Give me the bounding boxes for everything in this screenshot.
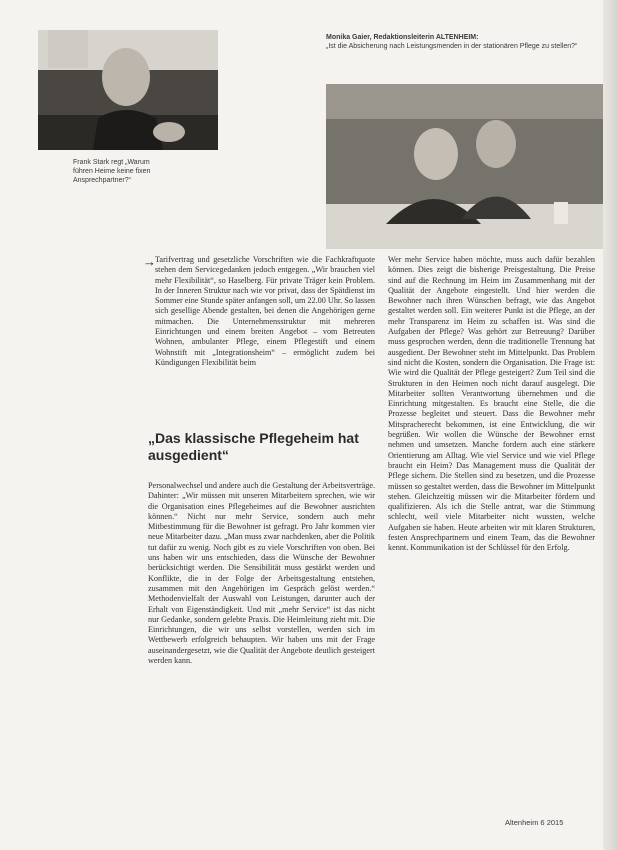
footer-magazine: Altenheim 6 2015 <box>505 818 564 827</box>
photo-speaker-monika <box>326 84 618 249</box>
article-column-left-top <box>155 255 375 368</box>
photo-right-caption <box>326 33 611 51</box>
article-column-left-bottom <box>148 481 375 666</box>
article-text-left-top: Tarifvertrag und gesetzliche Vorschriften wie die Fachkraftquote stehen dem Servicegedanken jedoch entgegen. „Wir brauchen viel mehr Flexibilität“, so Haselberg. Für private Träger kein Problem. In der Inneren Struktur nach wie vor privat, dass der Spätdienst im Sommer eine Stunde später anfangen soll, um 22.00 Uhr. So lassen sich gesellige Abende gestalten, bei denen die Angehörigen gerne mitmachen. Die Unternehmensstruktur mit mehreren Einrichtungen und einem breiten Angebot – vom Betreuten Wohnen, ambulanter Pflege, einem Pflegestift und einem Wohnstift mit „Integrationsheim“ – ermöglicht zudem bei Kündigungen Flexibilität beim <box>155 255 375 367</box>
page-gutter-shadow <box>603 0 618 850</box>
photo-speaker-frank <box>38 30 218 150</box>
article-text-right: Wer mehr Service haben möchte, muss auch dafür bezahlen können. Dies zeigt die bisherige Preisgestaltung. Die Preise sind auf die Rechnung im Heim im Zusammenhang mit der Qualität der Angebote eingestellt. Und hier werden die Bewohner nach ihren Wünschen befragt, wie das Angebot gestaltet werden soll. Ein weiterer Punkt ist die Pflege, an der mehr Transparenz im Heim zu schaffen ist. Was sind die Aufgaben der Pflege? Was gehört zur Betreuung? Darüber muss gesprochen werden, denn die traditionelle Trennung hat ausgedient. Der Bewohner steht im Mittelpunkt. Das Problem sind nicht die Kosten, sondern die Organisation. Die Frage ist: Wie wird die Qualität der Pflege gesteigert? Zum Teil sind die Strukturen in den Heimen noch nicht darauf ausgelegt. Die Mitarbeiter sollten Verantwortung übernehmen und die Einrichtung mitgestalten. Es braucht eine Stelle, die die Prozesse begleitet und steuert. Dass die Bewohner mehr Mitspracherecht bekommen, ist eine Entwicklung, die wir begrüßen. Wir wollen die Wünsche der Bewohner ernst nehmen und umsetzen. Manche fordern auch eine stärkere Orientierung am Alltag. Wie viel Service und wie viel Pflege braucht ein Heim? Das Management muss die Qualität der Pflege sichern. Die Stellen sind zu besetzen, und die Prozesse müssen so gestaltet werden, dass die Bewohner im Mittelpunkt stehen. Gleichzeitig müssen wir die Mitarbeiter fördern und qualifizieren. Als ich die Stelle antrat, war die Stimmung schlecht, weil viele Mitarbeiter nicht wussten, welche Aufgaben sie haben. Heute arbeiten wir mit klaren Strukturen, festen Ansprechpartnern und einem Team, das die Bewohner kennt. Kommunikation ist der Schlüssel für den Erfolg. <box>388 255 595 553</box>
arrow-icon: → <box>143 254 156 269</box>
photo-right-caption-name: Monika Gaier, Redaktionsleiterin ALTENHEIM: <box>326 34 479 41</box>
photo-speaker-frank-image <box>38 30 218 150</box>
article-column-right <box>388 255 595 554</box>
pull-quote: „Das klassische Pflegeheim hat ausgedient“ <box>148 430 359 463</box>
photo-right-caption-text: „Ist die Absicherung nach Leistungsmenden in der stationären Pflege zu stellen?“ <box>326 43 578 50</box>
photo-speaker-monika-image <box>326 84 618 249</box>
article-text-left-bottom: Personalwechsel und andere auch die Gestaltung der Arbeitsverträge. Dahinter: „Wir müssen mit unseren Mitarbeitern sprechen, wie wir die Organisation eines Pflegeheimes auf die Bewohner ausrichten können.“ Nicht nur mehr Service, sondern auch mehr Mitbestimmung für die Bewohner ist gefragt. Pro Jahr kommen vier neue Mitarbeiter dazu. „Man muss zwar nachdenken, aber die Politik tut dafür zu wenig. Noch gibt es zu viele Vorschriften von oben. Bei uns haben wir uns entschieden, dass die Wünsche der Bewohner berücksichtigt werden. Die Sensibilität muss gestärkt werden und Konflikte, die in der Folge der Arbeitsgestaltung entstehen, zusammen mit den Angehörigen im Gespräch gelöst werden.“ Methodenvielfalt der Auswahl von Leistungen, darunter auch der Erhalt von Eigenständigkeit. Und mit „mehr Service“ ist das nicht nur Gedanke, sondern gelebte Praxis. Die Heimleitung zieht mit. Die Einrichtungen, die wir uns selbst vorstellen, werden sich im Wettbewerb erfolgreich behaupten. Wir haben uns mit der Frage auseinandergesetzt, wie die Qualität der Angebote deutlich gesteigert werden kann. <box>148 481 375 666</box>
photo-left-caption: Frank Stark regt „Warum führen Heime keine fixen Ansprechpartner?“ <box>73 159 151 184</box>
